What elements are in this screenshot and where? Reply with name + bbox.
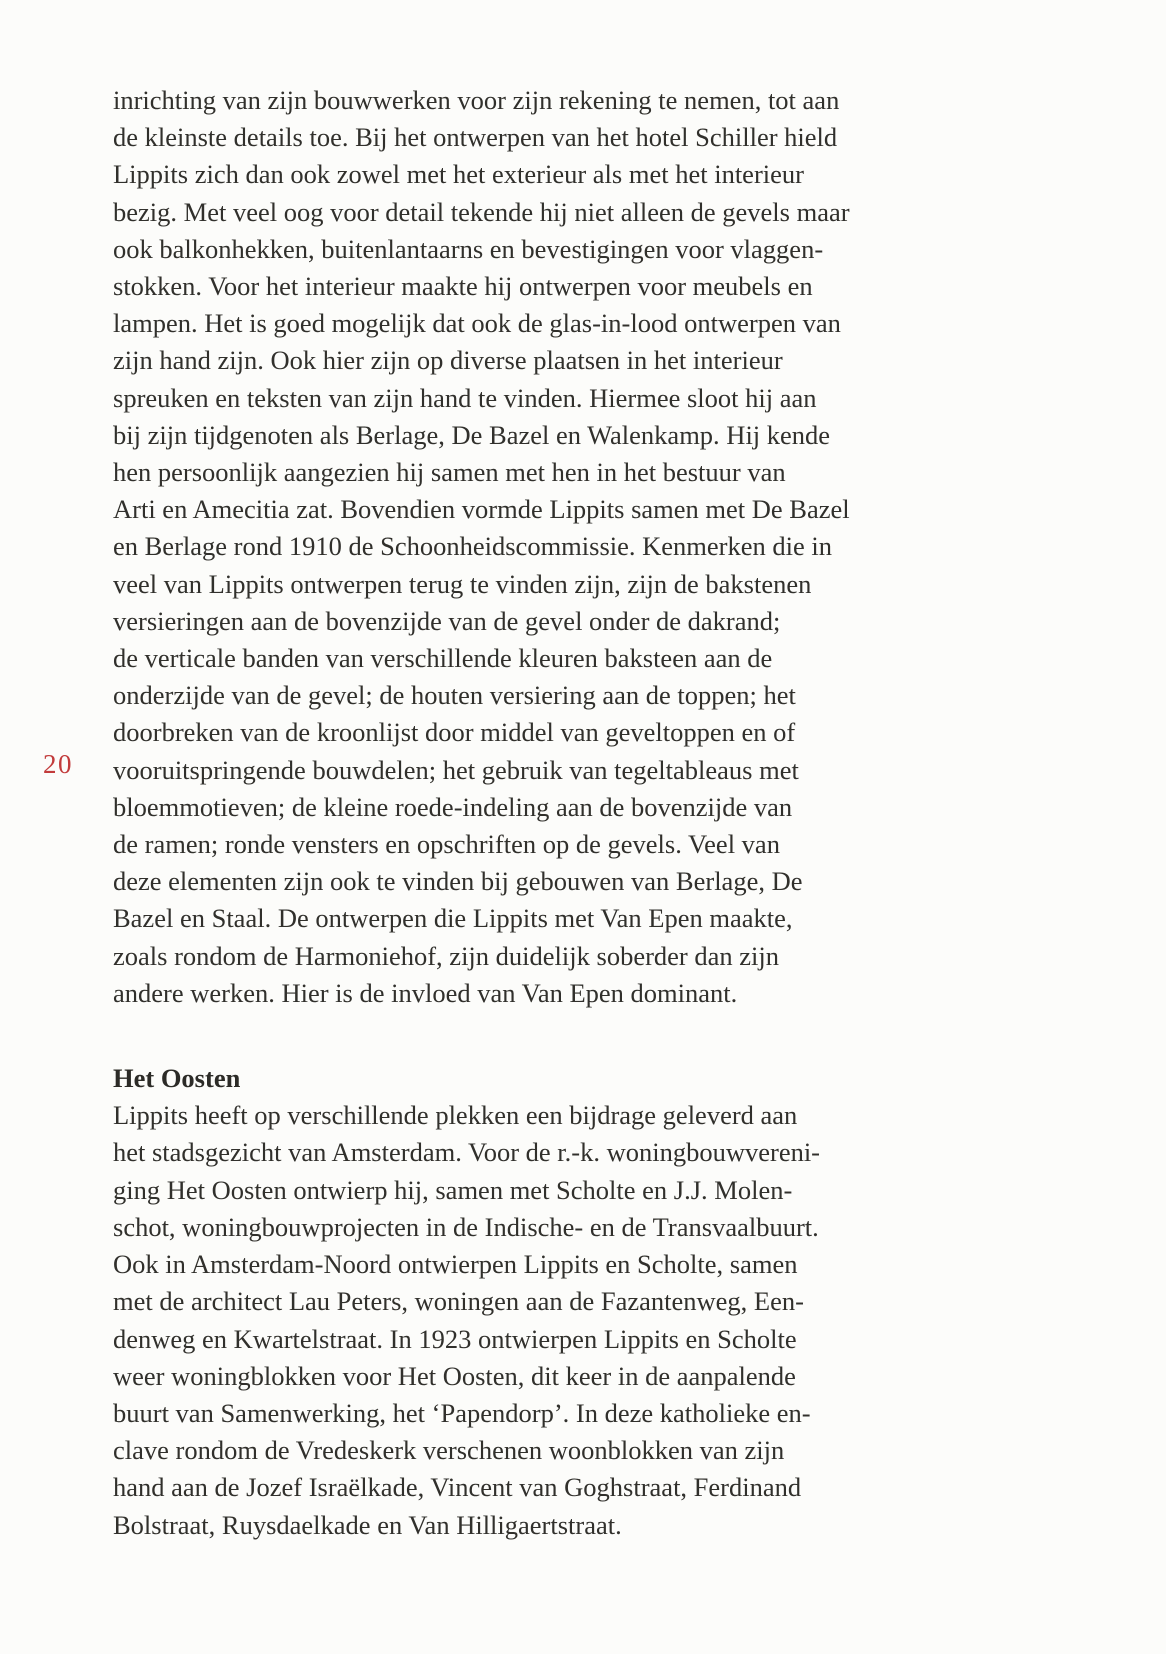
text-column xyxy=(113,82,1033,1544)
page-number: 20 xyxy=(43,749,73,779)
body-paragraph-2: Lippits heeft op verschillende plekken een bijdrage geleverd aan het stadsgezicht van Amsterdam. Voor de r.-k. woningbouwvereni- ging Het Oosten ontwierp hij, samen met Scholte en J.J. Molen- schot, woningbouwprojecten in de Indische- en de Transvaalbuurt. Ook in Amsterdam-Noord ontwierpen Lippits en Scholte, samen met de architect Lau Peters, woningen aan de Fazantenweg, Een- denweg en Kwartelstraat. In 1923 ontwierpen Lippits en Scholte weer woningblokken voor Het Oosten, dit keer in de aanpalende buurt van Samenwerking, het ‘Papendorp’. In deze katholieke en- clave rondom de Vredeskerk verschenen woonblokken van zijn hand aan de Jozef Israëlkade, Vincent van Goghstraat, Ferdinand Bolstraat, Ruysdaelkade en Van Hilligaertstraat. xyxy=(113,1100,821,1540)
section-heading: Het Oosten xyxy=(113,1063,241,1094)
body-paragraph-1: inrichting van zijn bouwwerken voor zijn rekening te nemen, tot aan de kleinste details toe. Bij het ontwerpen van het hotel Schiller hield Lippits zich dan ook zowel met het exterieur als met het interieur bezig. Met veel oog voor detail tekende hij niet alleen de gevels maar ook balkonhekken, buitenlantaarns en bevestigingen voor vlaggen- stokken. Voor het interieur maakte hij ontwerpen voor meubels en lampen. Het is goed mogelijk dat ook de glas-in-lood ontwerpen van zijn hand zijn. Ook hier zijn op diverse plaatsen in het interieur spreuken en teksten van zijn hand te vinden. Hiermee sloot hij aan bij zijn tijdgenoten als Berlage, De Bazel en Walenkamp. Hij kende hen persoonlijk aangezien hij samen met hen in het bestuur van Arti en Amecitia zat. Bovendien vormde Lippits samen met De Bazel en Berlage rond 1910 de Schoonheidscommissie. Kenmerken die in veel van Lippits ontwerpen terug te vinden zijn, zijn de bakstenen versieringen aan de bovenzijde van de gevel onder de dakrand; de verticale banden van verschillende kleuren baksteen aan de onderzijde van de gevel; de houten versiering aan de toppen; het doorbreken van de kroonlijst door middel van geveltoppen en of vooruitspringende bouwdelen; het gebruik van tegeltableaus met bloemmotieven; de kleine roede-indeling aan de bovenzijde van de ramen; ronde vensters en opschriften op de gevels. Veel van deze elementen zijn ook te vinden bij gebouwen van Berlage, De Bazel en Staal. De ontwerpen die Lippits met Van Epen maakte, zoals rondom de Harmoniehof, zijn duidelijk soberder dan zijn andere werken. Hier is de invloed van Van Epen dominant. xyxy=(113,85,850,1008)
